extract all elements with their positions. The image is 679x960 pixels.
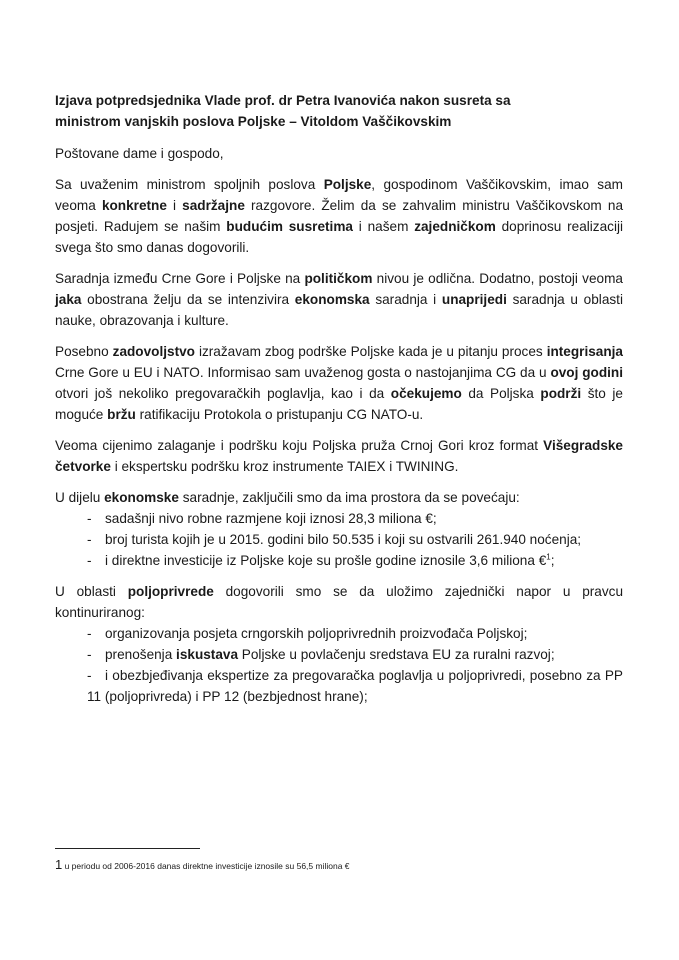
bold-text: zajedničkom: [414, 219, 496, 234]
bold-text: političkom: [304, 271, 373, 286]
list-item: [87, 550, 623, 571]
text-run: i našem: [352, 219, 415, 234]
text-run: Poljske u povlačenju sredstava EU za ruralni razvoj;: [238, 647, 555, 662]
list-dash: -: [87, 668, 92, 683]
bold-text: Poljske: [323, 177, 372, 192]
bold-text: zadovoljstvo: [112, 344, 195, 359]
agriculture-intro: [55, 581, 623, 623]
list-item: [87, 508, 623, 529]
economy-list: [55, 508, 623, 571]
text-run: sadašnji nivo robne razmjene koji iznosi 28,3 miliona €;: [105, 511, 437, 526]
text-run: i ekspertsku podršku kroz instrumente TAIEX i TWINING.: [110, 459, 459, 474]
bold-text: jaka: [55, 292, 82, 307]
title-line: ministrom vanjskih poslova Poljske – Vitoldom Vaščikovskim: [55, 114, 452, 129]
bold-text: podrži: [540, 386, 582, 401]
text-run: saradnja u oblasti nauke, obrazovanja i kulture.: [55, 292, 623, 328]
document-title: [55, 90, 623, 132]
text-run: organizovanja posjeta crngorskih poljoprivrednih proizvođača Poljskoj;: [105, 626, 528, 641]
text-run: saradnja i: [369, 292, 442, 307]
bold-text: ekonomske: [104, 490, 179, 505]
title-line: Izjava potpredsjednika Vlade prof. dr Petra Ivanovića nakon susreta sa: [55, 93, 511, 108]
footnote: [55, 858, 350, 873]
paragraph: [55, 174, 623, 258]
footnote-divider: [55, 848, 200, 849]
bold-text: Višegradske četvorke: [55, 438, 623, 474]
bold-text: poljoprivrede: [127, 584, 214, 599]
list-dash: -: [87, 626, 92, 641]
text-run: U dijelu: [55, 490, 105, 505]
text-run: otvori još nekoliko pregovaračkih poglavlja, kao i da: [55, 386, 391, 401]
text-run: prenošenja: [105, 647, 177, 662]
list-dash: -: [87, 553, 92, 568]
bold-text: unaprijedi: [441, 292, 507, 307]
list-item: [87, 665, 623, 707]
list-dash: -: [87, 532, 92, 547]
text-run: obostrana želju da se intenzivira: [81, 292, 295, 307]
document-page: [55, 90, 623, 717]
text-run: da Poljska: [461, 386, 541, 401]
text-run: Saradnja između Crne Gore i Poljske na: [55, 271, 305, 286]
paragraph: [55, 341, 623, 425]
text-run: Crne Gore u EU i NATO. Informisao sam uvaženog gosta o nastojanjima CG da u: [55, 365, 551, 380]
list-item: [87, 644, 623, 665]
text-run: i obezbjeđivanja ekspertize za pregovaračka poglavlja u poljoprivredi, posebno za PP 11 (poljoprivreda) i PP 12 (bezbjednost hrane);: [87, 668, 623, 704]
text-run: Posebno: [55, 344, 113, 359]
bold-text: integrisanja: [546, 344, 623, 359]
greeting: Poštovane dame i gospodo,: [55, 146, 224, 161]
text-run: i direktne investicije iz Poljske koje su prošle godine iznosile 3,6 miliona €: [105, 553, 547, 568]
list-item: [87, 623, 623, 644]
text-run: dogovorili smo se da uložimo zajednički napor u pravcu kontinuriranog:: [55, 584, 624, 620]
list-item: [87, 529, 623, 550]
list-dash: -: [87, 511, 92, 526]
bold-text: sadržajne: [182, 198, 245, 213]
footnote-number: 1: [55, 857, 63, 872]
text-run: razgovore. Želim da se zahvalim ministru Vaščikovskom na posjeti. Radujem se našim: [55, 198, 624, 234]
list-dash: -: [87, 647, 92, 662]
text-run: , gospodinom Vaščikovskim, imao sam veoma: [55, 177, 623, 213]
footnote-text: u periodu od 2006-2016 danas direktne investicije iznosile su 56,5 miliona €: [62, 861, 350, 871]
bold-text: ovoj godini: [550, 365, 623, 380]
text-run: ratifikaciju Protokola o pristupanju CG NATO-u.: [135, 407, 424, 422]
text-run: i: [166, 198, 183, 213]
text-run: što je moguće: [55, 386, 623, 422]
text-run: ;: [550, 553, 555, 568]
bold-text: očekujemo: [390, 386, 462, 401]
text-run: Sa uvaženim ministrom spoljnih poslova: [55, 177, 324, 192]
bold-text: konkretne: [101, 198, 167, 213]
paragraph: [55, 435, 623, 477]
text-run: Veoma cijenimo zalaganje i podršku koju Poljska pruža Crnoj Gori kroz format: [55, 438, 544, 453]
text-run: broj turista kojih je u 2015. godini bilo 50.535 i koji su ostvarili 261.940 noćenja;: [105, 532, 582, 547]
economy-intro: [55, 487, 623, 508]
text-run: U oblasti: [55, 584, 128, 599]
bold-text: budućim susretima: [226, 219, 353, 234]
text-run: izražavam zbog podrške Poljske kada je u pitanju proces: [194, 344, 547, 359]
footnote-ref: 1: [546, 552, 551, 562]
agriculture-list: [55, 623, 623, 707]
bold-text: bržu: [107, 407, 136, 422]
text-run: saradnje, zaključili smo da ima prostora da se povećaju:: [178, 490, 520, 505]
text-run: doprinosu realizaciji svega što smo danas dogovorili.: [55, 219, 624, 255]
text-run: nivou je odlična. Dodatno, postoji veoma: [372, 271, 623, 286]
paragraph: [55, 268, 623, 331]
bold-text: ekonomska: [294, 292, 370, 307]
bold-text: iskustava: [176, 647, 239, 662]
